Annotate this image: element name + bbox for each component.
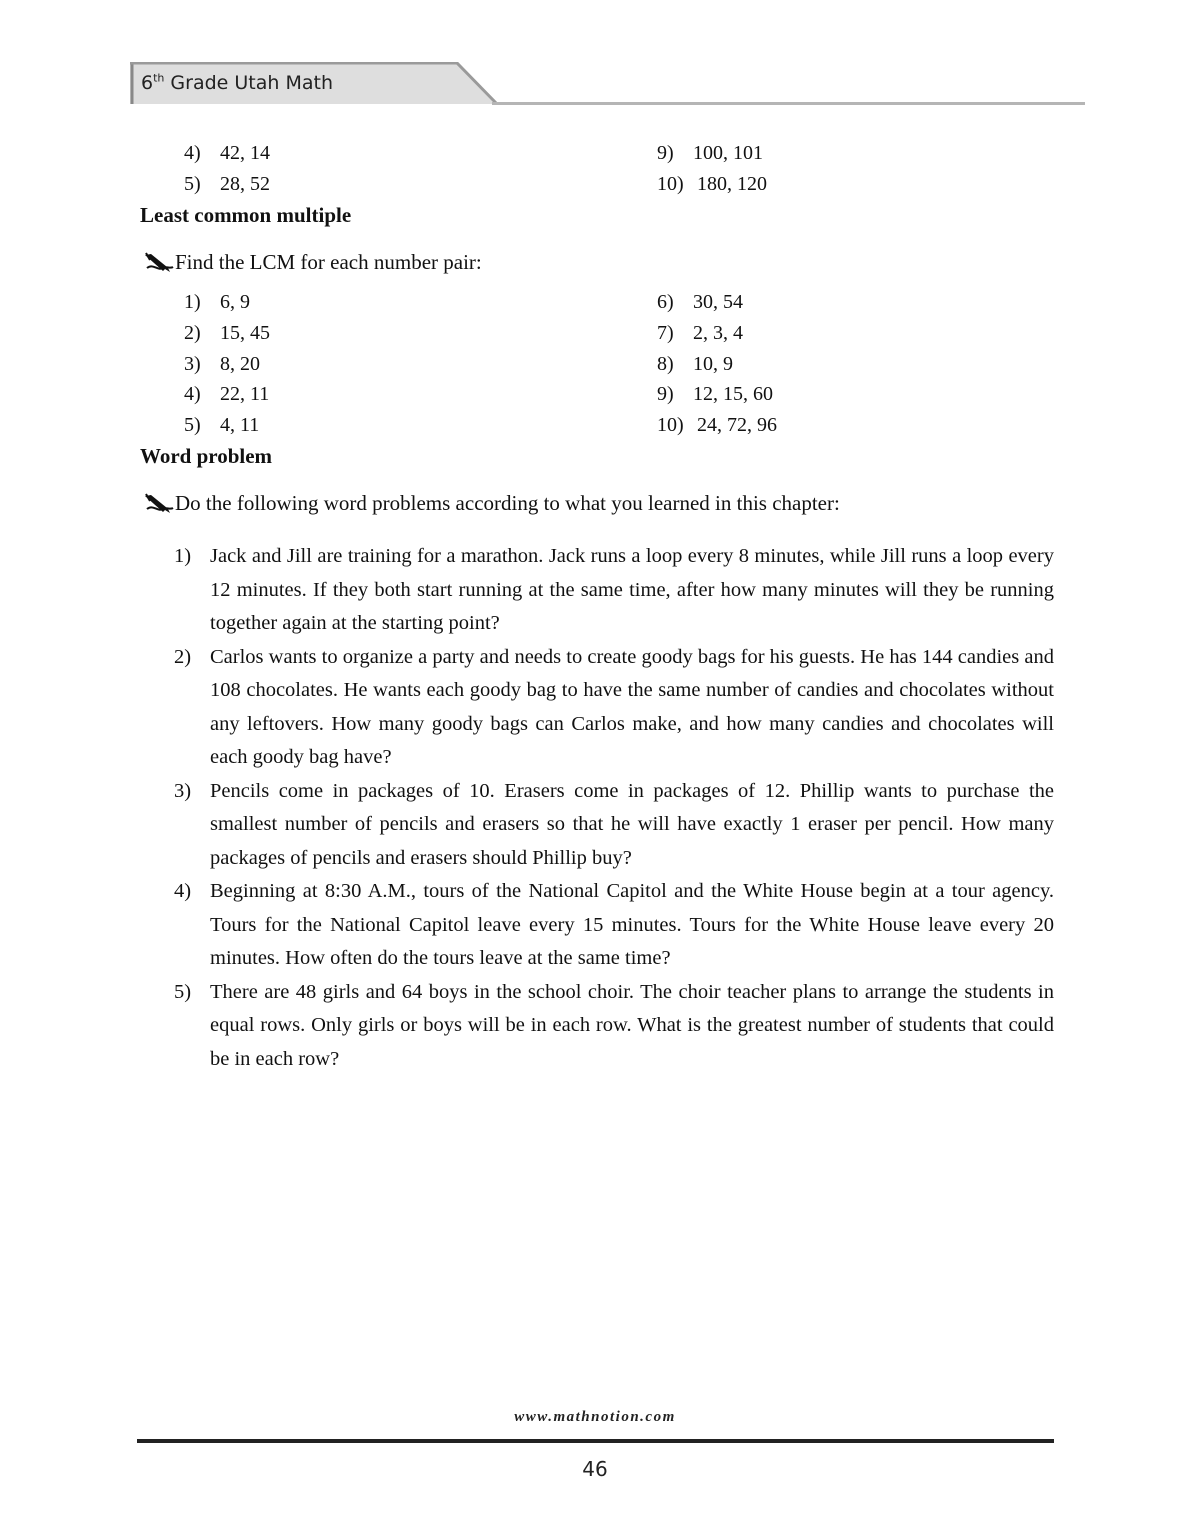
list-item: 1) 6, 9 (184, 291, 250, 313)
list-item: 5) 4, 11 (184, 414, 260, 436)
section-heading-word-problem: Word problem (140, 444, 273, 468)
word-problem-item: 3) Pencils come in packages of 10. Erasers come in packages of 12. Phillip wants to purchase the smallest number of pencils and erasers so that he will have exactly 1 eraser per pencil. How many packages of pencils and erasers should Phillip buy? (174, 779, 1054, 869)
instruction-lcm-text: Find the LCM for each number pair: (175, 250, 482, 274)
footer-rule (137, 1439, 1054, 1443)
instruction-lcm (143, 250, 482, 275)
list-item: 2) 15, 45 (184, 322, 270, 344)
list-item: 4) 22, 11 (184, 383, 270, 405)
word-problem-item: 4) Beginning at 8:30 A.M., tours of the National Capitol and the White House begin at a tour agency. Tours for the National Capitol leave every 15 minutes. Tours for the White House leave every 20 minutes. How often do the tours leave at the same time? (174, 880, 1054, 969)
page-number: 46 (582, 1457, 608, 1481)
pencil-writing-icon (143, 251, 175, 275)
word-problem-item: 5) There are 48 girls and 64 boys in the school choir. The choir teacher plans to arrange the students in equal rows. Only girls or boys will be in each row. What is the greatest number of students that could be in each row? (174, 980, 1054, 1070)
word-problem-item: 2) Carlos wants to organize a party and needs to create goody bags for his guests. He has 144 candies and 108 chocolates. He wants each goody bag to have the same number of candies and chocolates without any leftovers. How many goody bags can Carlos make, and how many candies and chocolates will each goody bag have? (174, 645, 1054, 768)
list-item: 8) 10, 9 (657, 353, 733, 375)
list-item: 9) 12, 15, 60 (657, 383, 773, 405)
instruction-word-problem-text: Do the following word problems according to what you learned in this chapter: (175, 491, 840, 515)
list-item: 7) 2, 3, 4 (657, 322, 743, 344)
word-problem-list (174, 540, 1054, 1076)
list-item: 5) 28, 52 (184, 173, 270, 195)
instruction-word-problem (143, 491, 840, 516)
list-item: 9) 100, 101 (657, 142, 763, 164)
header-title: 6th Grade Utah Math (141, 71, 334, 94)
header-rule (492, 102, 1085, 105)
list-item: 4) 42, 14 (184, 142, 270, 164)
section-heading-lcm: Least common multiple (140, 203, 352, 227)
list-item: 3) 8, 20 (184, 353, 260, 375)
list-item: 10) 24, 72, 96 (657, 414, 777, 436)
list-item: 6) 30, 54 (657, 291, 743, 313)
footer-url: www.mathnotion.com (514, 1409, 676, 1425)
list-item: 10) 180, 120 (657, 173, 767, 195)
word-problem-item: 1) Jack and Jill are training for a marathon. Jack runs a loop every 8 minutes, while Jill runs a loop every 12 minutes. If they both start running at the same time, after how many minutes will they be running together again at the starting point? (174, 545, 1054, 634)
pencil-writing-icon (143, 492, 175, 516)
